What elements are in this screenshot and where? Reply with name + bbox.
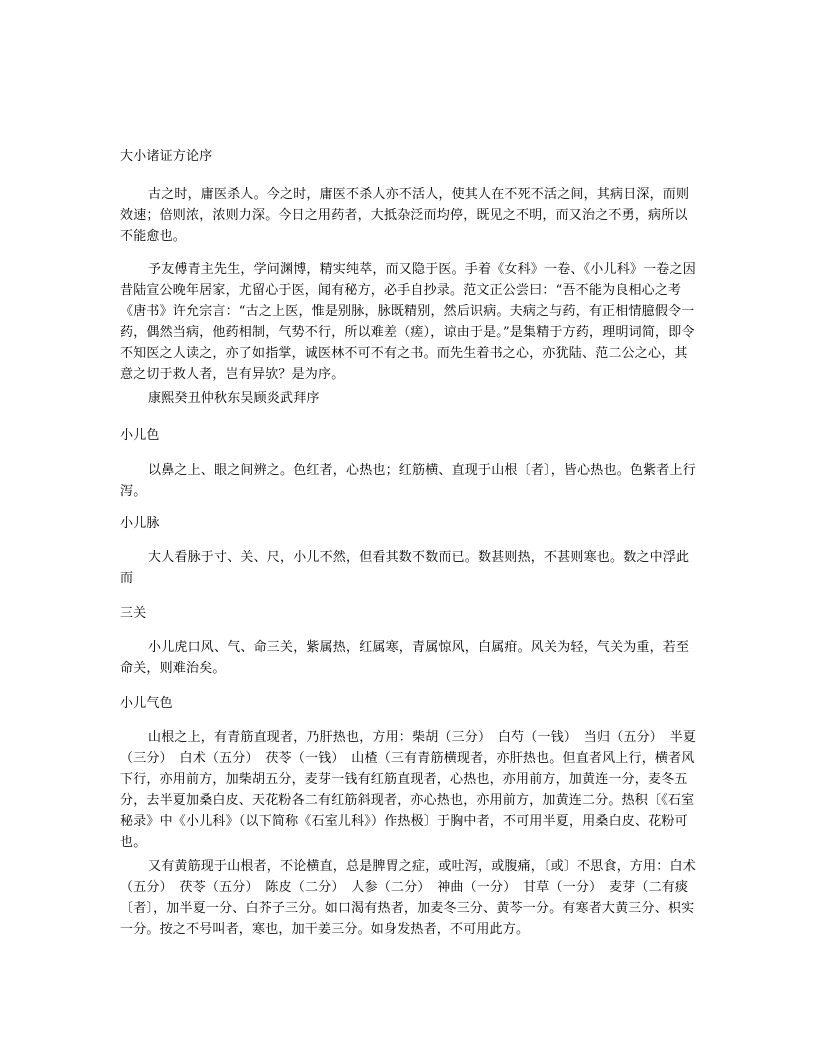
preface-paragraph-2: 予友傅青主先生，学问渊博，精实纯萃，而又隐于医。手着《女科》一卷、《小儿科》一卷之因昔陆宣公晚年居家，尤留心于医，闻有秘方，必手自抄录。范文正公尝曰：“吾不能为良相心之考《唐书》许允宗言：“古之上医，惟是别脉，脉既精别，然后识病。夫病之与药，有正相情臆假令一药，偶然当病，他药相制，气势不行，所以难差（瘥），谅由于是。”是集精于方药，理明词简，即令不知医之人读之，亦了如指掌，诚医林不可不有之书。而先生着书之心，亦犹陆、范二公之心，其意之切于救人者，岂有异欤？是为序。 — [120, 262, 696, 382]
preface-signature: 康熙癸丑仲秋东吴顾炎武拜序 — [148, 391, 320, 406]
section-text-child-color: 以鼻之上、眼之间辨之。色红者，心热也；红筋横、直现于山根〔者〕，皆心热也。色紫者上行泻。 — [120, 463, 696, 499]
section-title-child-color: 小儿色 — [120, 428, 160, 443]
section-title-three-passes: 三关 — [120, 606, 147, 621]
section-text-child-pulse: 大人看脉于寸、关、尺，小儿不然，但看其数不数而已。数甚则热，不甚则寒也。数之中浮此而 — [120, 550, 690, 586]
preface-paragraph-1: 古之时，庸医杀人。今之时，庸医不杀人亦不活人，使其人在不死不活之间，其病日深，而则效速；倍则浓，浓则力深。今日之用药者，大抵杂泛而均停，既见之不明，而又治之不勇，病所以不能愈也。 — [120, 187, 690, 244]
section-text-child-qi-color-2: 又有黄筋现于山根者，不论横直，总是脾胃之症，或吐泻，或腹痛，〔或〕不思食，方用：白术（五分） 茯苓（五分） 陈皮（二分） 人参（二分） 神曲（一分） 甘草（一分） 麦芽（二有痰〔者〕，加半夏一分、白芥子三分。如口渴有热者，加麦冬三分、黄芩一分。有寒者大黄三分、枳实一分。按之不号叫者，寒也，加干姜三分。如身发热者，不可用此方。 — [120, 859, 696, 937]
section-title-child-qi-color: 小儿气色 — [120, 696, 173, 711]
section-title-child-pulse: 小儿脉 — [120, 516, 160, 531]
section-text-three-passes: 小儿虎口风、气、命三关，紫属热，红属寒，青属惊风，白属疳。风关为轻，气关为重，若至命关，则难治矣。 — [120, 640, 690, 676]
document-title: 大小诸证方论序 — [120, 149, 213, 164]
section-text-child-qi-color-1: 山根之上，有青筋直现者，乃肝热也，方用：柴胡（三分） 白芍（一钱） 当归（五分） 半夏（三分） 白术（五分） 茯苓（一钱） 山楂（三有青筋横现者，亦肝热也。但直者风上行，横者风下行，亦用前方，加柴胡五分，麦芽一钱有红筋直现者，心热也，亦用前方，加黄连一分，麦冬五分，去半夏加桑白皮、天花粉各二有红筋斜现者，亦心热也，亦用前方，加黄连二分。热积〔《石室秘录》中《小儿科》（以下简称《石室儿科》）作热极〕于胸中者，不可用半夏，用桑白皮、花粉可也。 — [120, 730, 697, 850]
